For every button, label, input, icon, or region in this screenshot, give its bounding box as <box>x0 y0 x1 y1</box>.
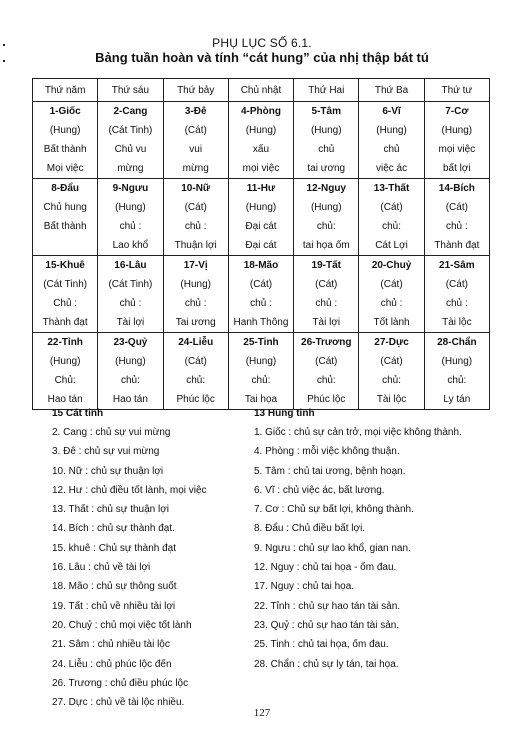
table-cell: chủ : <box>98 217 163 236</box>
table-cell: chủ <box>359 140 424 159</box>
mansion-name-cell: 12-Nguy <box>294 179 359 199</box>
table-cell: (Cát) <box>359 352 424 371</box>
table-cell: xấu <box>228 140 293 159</box>
mansion-name-cell: 28-Chẩn <box>424 333 489 353</box>
table-cell: Chủ : <box>33 294 98 313</box>
table-cell: (Cát Tinh) <box>98 275 163 294</box>
table-cell: (Cát) <box>163 198 228 217</box>
table-cell: Lao khổ <box>98 236 163 256</box>
cat-tinh-item: 21. Sâm : chủ nhiều tài lộc <box>52 639 170 651</box>
hung-tinh-item: 8. Đẩu : Chủ điều bất lợi. <box>254 523 366 535</box>
hung-tinh-heading: 13 Hung tinh <box>254 408 315 419</box>
mansion-name-cell: 2-Cang <box>98 102 163 122</box>
table-cell: Hao tán <box>98 390 163 410</box>
meaning-row <box>33 390 490 410</box>
weekday-header: Thứ sáu <box>98 79 163 102</box>
table-cell: (Hung) <box>294 121 359 140</box>
line-row <box>33 140 490 159</box>
appendix-label: PHỤ LỤC SỐ 6.1. <box>212 36 312 50</box>
table-cell: (Cát) <box>424 198 489 217</box>
mansion-name-cell: 19-Tất <box>294 256 359 276</box>
mansion-name-cell: 3-Đê <box>163 102 228 122</box>
mansion-name-cell: 11-Hư <box>228 179 293 199</box>
table-cell: chủ: <box>163 371 228 390</box>
cat-tinh-item: 20. Chuỷ : chủ mọi việc tốt lành <box>52 619 192 631</box>
weekday-header: Thứ năm <box>33 79 98 102</box>
table-cell: Cát Lợi <box>359 236 424 256</box>
weekday-header: Thứ Ba <box>359 79 424 102</box>
table-cell: Bất thành <box>33 217 98 236</box>
table-cell: Tai họa <box>228 390 293 410</box>
table-cell: vui <box>163 140 228 159</box>
quality-row <box>33 352 490 371</box>
table-cell: (Hung) <box>228 121 293 140</box>
table-cell: việc ác <box>359 159 424 179</box>
mansion-name-cell: 25-Tinh <box>228 333 293 353</box>
hung-tinh-list <box>254 408 462 674</box>
cat-tinh-item: 15. khuê : Chủ sự thành đạt <box>52 542 176 554</box>
table-cell: (Cát) <box>163 121 228 140</box>
table-cell: chủ : <box>424 294 489 313</box>
mansion-name-cell: 23-Quỷ <box>98 333 163 353</box>
table-cell: Hao tán <box>33 390 98 410</box>
cat-tinh-item: 18. Mão : chủ sự thông suốt <box>52 581 177 593</box>
page-title: Bảng tuần hoàn và tính “cát hung” của nhị thập bát tú <box>95 50 429 65</box>
cat-tinh-heading: 15 Cát tinh <box>52 408 104 419</box>
mansion-name-cell: 18-Mão <box>228 256 293 276</box>
mansion-name-cell: 5-Tâm <box>294 102 359 122</box>
cat-tinh-item: 27. Dực : chủ về tài lộc nhiều. <box>52 697 185 709</box>
mansion-name-cell: 1-Giốc <box>33 102 98 122</box>
table-cell: Phúc lộc <box>294 390 359 410</box>
table-cell: bất lợi <box>424 159 489 179</box>
cat-tinh-item: 26. Trương : chủ điều phúc lộc <box>52 677 189 689</box>
mansion-name-cell: 6-Vĩ <box>359 102 424 122</box>
mansion-name-cell: 22-Tỉnh <box>33 333 98 353</box>
table-cell: Ly tán <box>424 390 489 410</box>
cat-tinh-item: 19. Tất : chủ về nhiều tài lợi <box>52 600 176 612</box>
mansion-name-cell: 20-Chuỷ <box>359 256 424 276</box>
hung-tinh-item: 5. Tâm : chủ tai ương, bệnh hoạn. <box>254 465 406 477</box>
table-cell: mừng <box>163 159 228 179</box>
cat-tinh-item: 24. Liễu : chủ phúc lộc đến <box>52 658 172 670</box>
table-cell: (Hung) <box>294 198 359 217</box>
table-cell: Tốt lành <box>359 313 424 333</box>
table-cell: Chủ: <box>33 371 98 390</box>
hung-tinh-item: 1. Giốc : chủ sự cản trở, mọi việc không thành. <box>254 427 462 438</box>
mansion-name-cell: 24-Liễu <box>163 333 228 353</box>
weekday-header: Thứ tư <box>424 79 489 102</box>
hung-tinh-item: 22. Tỉnh : chủ sự hao tán tài sản. <box>254 600 401 612</box>
table-cell: (Hung) <box>33 352 98 371</box>
table-cell: (Cát Tinh) <box>33 275 98 294</box>
hung-tinh-item: 9. Ngưu : chủ sự lao khổ, gian nan. <box>254 542 411 554</box>
table-cell: (Hung) <box>424 121 489 140</box>
meaning-row <box>33 159 490 179</box>
mansion-name-row <box>33 102 490 122</box>
hung-tinh-item: 23. Quỷ : chủ sự hao tán tài sản. <box>254 619 400 631</box>
table-cell: chủ : <box>98 294 163 313</box>
table-cell: Tài lộc <box>359 390 424 410</box>
table-cell: Thành đạt <box>424 236 489 256</box>
mansion-name-cell: 17-Vị <box>163 256 228 276</box>
table-cell: (Hung) <box>33 121 98 140</box>
mansion-name-cell: 14-Bích <box>424 179 489 199</box>
line-row <box>33 217 490 236</box>
quality-row <box>33 121 490 140</box>
table-cell: (Hung) <box>228 352 293 371</box>
table-cell: Đại cát <box>228 217 293 236</box>
mansion-name-cell: 8-Đẩu <box>33 179 98 199</box>
table-cell: chủ: <box>424 371 489 390</box>
mansion-name-cell: 4-Phòng <box>228 102 293 122</box>
table-cell: Chủ hung <box>33 198 98 217</box>
table-cell: chủ: <box>228 371 293 390</box>
table-cell: (Cát) <box>294 352 359 371</box>
page-number: 127 <box>253 707 271 719</box>
mansion-name-cell: 21-Sâm <box>424 256 489 276</box>
meaning-row <box>33 236 490 256</box>
table-cell: chủ : <box>163 294 228 313</box>
weekday-header: Thứ bảy <box>163 79 228 102</box>
cat-tinh-list <box>52 408 207 712</box>
table-cell: (Cát) <box>359 198 424 217</box>
mansion-name-cell: 13-Thất <box>359 179 424 199</box>
table-cell: chủ : <box>163 217 228 236</box>
table-cell: Tài lộc <box>424 313 489 333</box>
table-cell: chủ: <box>359 371 424 390</box>
table-cell: chủ : <box>359 294 424 313</box>
table-cell: Tài lợi <box>98 313 163 333</box>
cat-tinh-item: 13. Thất : chủ sự thuận lợi <box>52 504 170 516</box>
weekday-header: Chủ nhật <box>228 79 293 102</box>
table-cell: mọi việc <box>424 140 489 159</box>
table-cell: (Cát) <box>359 275 424 294</box>
table-cell: (Cát) <box>228 275 293 294</box>
mansion-name-cell: 7-Cơ <box>424 102 489 122</box>
hung-tinh-item: 7. Cơ : Chủ sự bất lợi, không thành. <box>254 504 414 516</box>
table-cell: (Hung) <box>424 352 489 371</box>
quality-row <box>33 275 490 294</box>
table-cell: (Cát) <box>163 352 228 371</box>
table-cell: Đại cát <box>228 236 293 256</box>
hung-tinh-item: 6. Vĩ : chủ việc ác, bất lương. <box>254 484 385 496</box>
table-cell: chủ: <box>359 217 424 236</box>
weekday-header: Thứ Hai <box>294 79 359 102</box>
table-cell: mừng <box>98 159 163 179</box>
cat-tinh-item: 12. Hư : chủ điều tốt lành, mọi việc <box>52 484 207 496</box>
mansion-name-cell: 15-Khuê <box>33 256 98 276</box>
table-cell: chủ: <box>98 371 163 390</box>
cat-tinh-item: 14. Bích : chủ sự thành đạt. <box>52 523 175 535</box>
table-cell: chủ : <box>424 217 489 236</box>
table-cell: (Hung) <box>163 275 228 294</box>
header-row <box>33 79 490 102</box>
table-cell: chủ <box>294 140 359 159</box>
line-row <box>33 371 490 390</box>
mansion-name-row <box>33 179 490 199</box>
line-row <box>33 294 490 313</box>
cat-tinh-item: 16. Lâu : chủ về tài lợi <box>52 562 151 574</box>
cat-tinh-item: 2. Cang : chủ sự vui mừng <box>52 427 171 438</box>
cat-tinh-item: 3. Đê : chủ sự vui mừng <box>52 446 160 458</box>
table-cell: (Cát) <box>294 275 359 294</box>
table-cell: (Hung) <box>228 198 293 217</box>
mansion-name-cell: 27-Dực <box>359 333 424 353</box>
table-cell: Mọi việc <box>33 159 98 179</box>
mansion-name-row <box>33 256 490 276</box>
mansion-name-cell: 16-Lâu <box>98 256 163 276</box>
table-cell: (Cát Tinh) <box>98 121 163 140</box>
table-cell: mọi việc <box>228 159 293 179</box>
table-cell: Thành đạt <box>33 313 98 333</box>
mansion-name-cell: 26-Trương <box>294 333 359 353</box>
table-cell: (Hung) <box>359 121 424 140</box>
hung-tinh-item: 17. Nguy : chủ tai họa. <box>254 581 355 593</box>
table-cell: (Cát) <box>424 275 489 294</box>
table-cell: Bất thành <box>33 140 98 159</box>
mansion-table <box>32 78 490 410</box>
table-cell: Phúc lộc <box>163 390 228 410</box>
hung-tinh-item: 25. Tinh : chủ tai họa, ốm đau. <box>254 639 389 651</box>
table-cell: Hanh Thông <box>228 313 293 333</box>
table-cell: tai ương <box>294 159 359 179</box>
cat-tinh-item: 10. Nữ : chủ sự thuận lợi <box>52 465 164 477</box>
table-cell: (Hung) <box>98 198 163 217</box>
table-cell: chủ: <box>294 371 359 390</box>
table-cell: chủ : <box>294 294 359 313</box>
table-cell: Thuận lợi <box>163 236 228 256</box>
quality-row <box>33 198 490 217</box>
table-cell <box>33 236 98 256</box>
meaning-row <box>33 313 490 333</box>
mansion-name-row <box>33 333 490 353</box>
table-cell: chủ : <box>228 294 293 313</box>
mansion-name-cell: 10-Nữ <box>163 179 228 199</box>
table-cell: Tai ương <box>163 313 228 333</box>
hung-tinh-item: 28. Chẩn : chủ sự ly tán, tai họa. <box>254 658 399 670</box>
table-cell: tai họa ốm <box>294 236 359 256</box>
table-cell: (Hung) <box>98 352 163 371</box>
hung-tinh-item: 4. Phòng : mỗi việc không thuận. <box>254 446 400 458</box>
table-cell: chủ: <box>294 217 359 236</box>
table-cell: Tài lợi <box>294 313 359 333</box>
hung-tinh-item: 12. Nguy : chủ tai họa - ốm đau. <box>254 562 397 574</box>
mansion-name-cell: 9-Ngưu <box>98 179 163 199</box>
table-cell: Chủ vu <box>98 140 163 159</box>
